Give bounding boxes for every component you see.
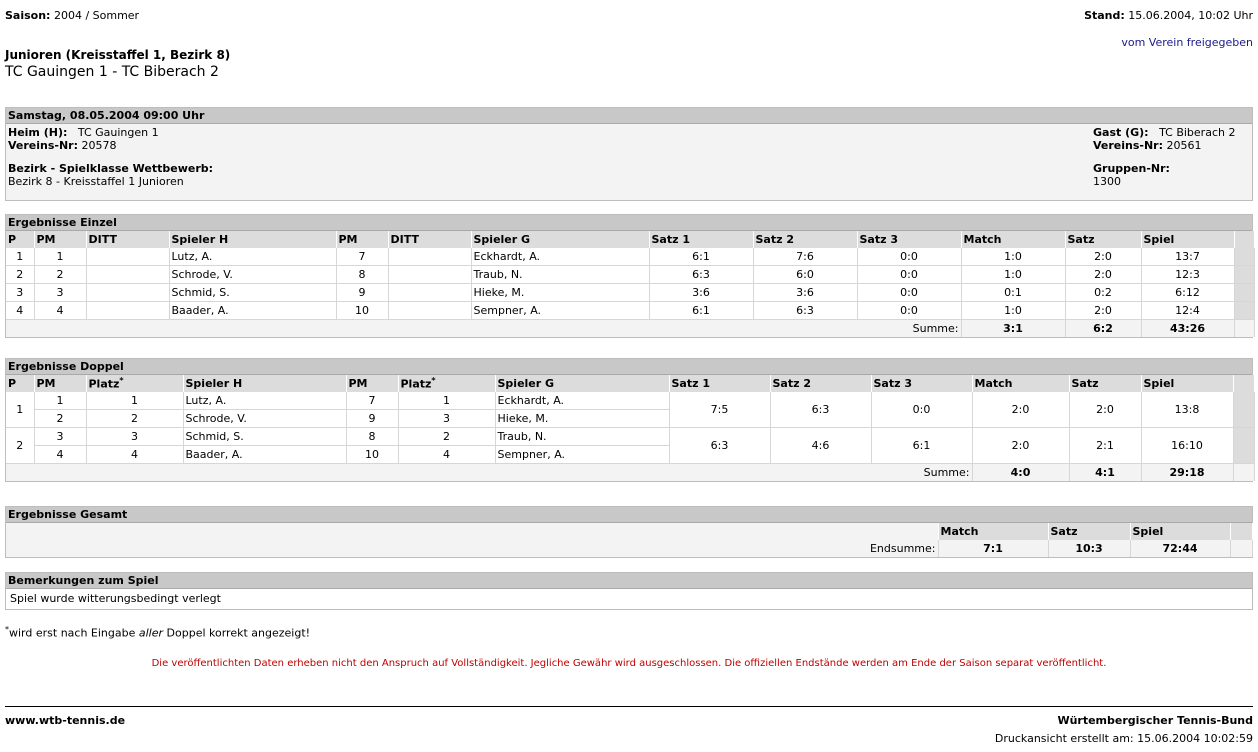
table-cell: Baader, A. [169, 302, 336, 320]
table-cell: 3:6 [753, 284, 857, 302]
col-header [86, 375, 183, 392]
table-cell: Schrode, V. [183, 410, 346, 428]
scroll-spacer [1233, 428, 1254, 464]
match-date: Samstag, 08.05.2004 09:00 Uhr [6, 108, 1252, 124]
table-cell: 0:0 [857, 284, 961, 302]
footnote-post: Doppel korrekt angezeigt! [163, 626, 311, 640]
col-header: Spieler G [471, 231, 649, 248]
table-cell: 3 [6, 284, 34, 302]
table-cell: 1:0 [961, 248, 1065, 266]
table-cell: 1:0 [961, 266, 1065, 284]
col-header: Satz 1 [649, 231, 753, 248]
gruppe-value: 1300 [1093, 175, 1121, 188]
table-cell: 1 [34, 248, 86, 266]
col-header: PM [34, 375, 86, 392]
table-cell [86, 266, 169, 284]
table-cell: 8 [336, 266, 388, 284]
table-cell: 4 [86, 446, 183, 464]
einzel-title: Ergebnisse Einzel [6, 215, 1252, 231]
doppel-box [5, 358, 1253, 482]
bezirk-value: Bezirk 8 - Kreisstaffel 1 Junioren [8, 175, 184, 188]
col-header: DITT [86, 231, 169, 248]
col-header: Match [961, 231, 1065, 248]
site-url: www.wtb-tennis.de [5, 714, 126, 727]
table-cell: 9 [336, 284, 388, 302]
table-cell [86, 284, 169, 302]
table-cell: 6:1 [649, 248, 753, 266]
scroll-spacer [1230, 540, 1252, 557]
table-cell: 2 [34, 410, 86, 428]
table-cell: Traub, N. [495, 428, 669, 446]
bezirk-label: Bezirk - Spielklasse Wettbewerb: [8, 162, 214, 175]
heim-nr-label: Vereins-Nr: [8, 139, 79, 152]
bemerkungen-title: Bemerkungen zum Spiel [6, 573, 1252, 589]
gast-nr-value: 20561 [1166, 139, 1202, 152]
table-cell: Schmid, S. [169, 284, 336, 302]
table-cell: 0:0 [857, 266, 961, 284]
gesamt-box [5, 506, 1253, 558]
pair-spiel: 13:8 [1141, 392, 1233, 428]
scroll-spacer [1230, 523, 1252, 540]
table-cell: 6:0 [753, 266, 857, 284]
col-header: Spiel [1130, 523, 1230, 540]
heim-label: Heim (H): [8, 126, 68, 139]
table-cell: 3 [86, 428, 183, 446]
gast-nr-label: Vereins-Nr: [1093, 139, 1164, 152]
endsumme-label: Endsumme: [6, 540, 938, 557]
table-cell [86, 248, 169, 266]
freigegeben-link[interactable]: vom Verein freigegeben [1121, 36, 1253, 49]
pair-satz: 2:1 [1069, 428, 1141, 464]
table-cell: Eckhardt, A. [495, 392, 669, 410]
footnote-em: aller [138, 626, 164, 640]
pair-match: 2:0 [972, 392, 1069, 428]
table-cell: 9 [346, 410, 398, 428]
druck-label: Druckansicht erstellt am: [994, 732, 1134, 745]
footer-divider [5, 706, 1253, 707]
pair-number: 2 [6, 428, 34, 464]
col-header: Match [938, 523, 1048, 540]
table-row [6, 284, 1254, 302]
col-header: Spieler G [495, 375, 669, 392]
table-cell: Schrode, V. [169, 266, 336, 284]
table-cell: 1:0 [961, 302, 1065, 320]
sum-satz: 6:2 [1065, 320, 1141, 338]
table-cell: 10 [336, 302, 388, 320]
table-cell: 0:1 [961, 284, 1065, 302]
table-cell [388, 302, 471, 320]
table-cell: 2:0 [1065, 302, 1141, 320]
col-header: Satz 2 [753, 231, 857, 248]
table-row [6, 266, 1254, 284]
endsumme-spiel: 72:44 [1130, 540, 1230, 557]
scroll-spacer [1234, 284, 1254, 302]
table-cell: 0:0 [857, 302, 961, 320]
col-header: Satz 3 [857, 231, 961, 248]
einzel-table [6, 231, 1255, 337]
scroll-spacer [1234, 266, 1254, 284]
footnote-star: * [431, 376, 436, 386]
bemerkungen-box [5, 572, 1253, 610]
table-cell: Sempner, A. [495, 446, 669, 464]
col-header: Satz [1065, 231, 1141, 248]
col-header: PM [336, 231, 388, 248]
doppel-sum-row [6, 464, 1254, 482]
sum-match: 3:1 [961, 320, 1065, 338]
table-cell: 4 [34, 302, 86, 320]
col-header: Satz 1 [669, 375, 770, 392]
gesamt-table [6, 523, 1253, 557]
scroll-spacer [1233, 375, 1254, 392]
table-cell: 1 [86, 392, 183, 410]
table-cell: 6:3 [753, 302, 857, 320]
table-cell: 3 [34, 428, 86, 446]
table-cell: 1 [34, 392, 86, 410]
table-cell: 3 [34, 284, 86, 302]
match-info [6, 124, 1252, 200]
col-header: PM [34, 231, 86, 248]
col-header: PM [346, 375, 398, 392]
verband-name: Würtembergischer Tennis-Bund [1057, 714, 1253, 727]
table-cell: 3 [398, 410, 495, 428]
col-header: Satz [1048, 523, 1130, 540]
table-cell: Lutz, A. [169, 248, 336, 266]
empty-header [6, 523, 938, 540]
endsumme-satz: 10:3 [1048, 540, 1130, 557]
col-header: Satz 2 [770, 375, 871, 392]
gast-label: Gast (G): [1093, 126, 1149, 139]
table-cell: 1 [398, 392, 495, 410]
scroll-spacer [1233, 464, 1254, 482]
table-cell: 1 [6, 248, 34, 266]
scroll-spacer [1233, 392, 1254, 428]
table-cell: 12:4 [1141, 302, 1234, 320]
gesamt-sum-row [6, 540, 1252, 557]
guest-info [1093, 126, 1235, 188]
table-cell: Sempner, A. [471, 302, 649, 320]
pair-satz3: 0:0 [871, 392, 972, 428]
sum-label: Summe: [6, 320, 961, 338]
einzel-header-row [6, 231, 1254, 248]
scroll-spacer [1234, 248, 1254, 266]
table-cell [86, 302, 169, 320]
pair-number: 1 [6, 392, 34, 428]
table-cell: 0:2 [1065, 284, 1141, 302]
gesamt-header-row [6, 523, 1252, 540]
scroll-spacer [1234, 302, 1254, 320]
gesamt-title: Ergebnisse Gesamt [6, 507, 1252, 523]
col-header: Satz [1069, 375, 1141, 392]
pair-satz1: 7:5 [669, 392, 770, 428]
col-header: Spiel [1141, 231, 1234, 248]
table-cell: Hieke, M. [495, 410, 669, 428]
table-cell: 4 [398, 446, 495, 464]
einzel-box [5, 214, 1253, 338]
table-cell: 0:0 [857, 248, 961, 266]
footnote-star: * [119, 376, 124, 386]
scroll-spacer [1234, 320, 1254, 338]
table-cell: 13:7 [1141, 248, 1234, 266]
table-cell [388, 284, 471, 302]
table-cell: 2 [398, 428, 495, 446]
col-header: P [6, 231, 34, 248]
table-cell: 4 [6, 302, 34, 320]
table-cell: 6:12 [1141, 284, 1234, 302]
gruppe-label: Gruppen-Nr: [1093, 162, 1170, 175]
doppel-title: Ergebnisse Doppel [6, 359, 1252, 375]
table-cell: Lutz, A. [183, 392, 346, 410]
doppel-header-row [6, 375, 1254, 392]
heim-nr-value: 20578 [81, 139, 117, 152]
table-cell: 2:0 [1065, 248, 1141, 266]
table-cell: 6:3 [649, 266, 753, 284]
table-row [6, 428, 1254, 446]
table-cell: 7 [346, 392, 398, 410]
scroll-spacer [1234, 231, 1254, 248]
druck-value: 15.06.2004 10:02:59 [1137, 732, 1253, 745]
platz-label: Platz [88, 377, 120, 391]
col-header [398, 375, 495, 392]
stand-label: Stand: [1084, 9, 1125, 22]
match-title: TC Gauingen 1 - TC Biberach 2 [5, 64, 219, 80]
pair-satz1: 6:3 [669, 428, 770, 464]
sum-spiel: 29:18 [1141, 464, 1233, 482]
sum-label: Summe: [6, 464, 972, 482]
platz-label: Platz [400, 377, 432, 391]
table-row [6, 392, 1254, 410]
footnote-star: * [5, 625, 9, 634]
sum-satz: 4:1 [1069, 464, 1141, 482]
table-cell: Baader, A. [183, 446, 346, 464]
disclaimer: Die veröffentlichten Daten erheben nicht den Anspruch auf Vollständigkeit. Jegliche Gewähr wird ausgeschlossen. Die offiziellen Endstände werden am Ende der Saison separat veröffentlicht. [151, 658, 1107, 669]
col-header: Spieler H [183, 375, 346, 392]
table-cell: 2 [34, 266, 86, 284]
pair-satz3: 6:1 [871, 428, 972, 464]
einzel-sum-row [6, 320, 1254, 338]
table-cell: 2:0 [1065, 266, 1141, 284]
saison [5, 9, 139, 22]
saison-label: Saison: [5, 9, 51, 22]
saison-value: 2004 / Sommer [53, 9, 140, 22]
table-row [6, 302, 1254, 320]
pair-satz: 2:0 [1069, 392, 1141, 428]
table-cell: 12:3 [1141, 266, 1234, 284]
gast-value: TC Biberach 2 [1159, 126, 1236, 139]
table-cell: Eckhardt, A. [471, 248, 649, 266]
home-info [8, 126, 213, 188]
pair-satz2: 4:6 [770, 428, 871, 464]
footnote-pre: wird erst nach Eingabe [9, 626, 139, 640]
table-cell: Schmid, S. [183, 428, 346, 446]
table-cell: 7:6 [753, 248, 857, 266]
table-cell: Traub, N. [471, 266, 649, 284]
bemerkungen-text: Spiel wurde witterungsbedingt verlegt [10, 592, 221, 605]
table-cell: 3:6 [649, 284, 753, 302]
table-cell: Hieke, M. [471, 284, 649, 302]
col-header: Spieler H [169, 231, 336, 248]
table-cell [388, 248, 471, 266]
league-title: Junioren (Kreisstaffel 1, Bezirk 8) [5, 48, 231, 62]
stand-value: 15.06.2004, 10:02 Uhr [1128, 9, 1253, 22]
table-row [6, 248, 1254, 266]
heim-value: TC Gauingen 1 [77, 126, 159, 139]
table-cell: 6:1 [649, 302, 753, 320]
footnote [5, 625, 310, 640]
table-cell: 8 [346, 428, 398, 446]
col-header: Spiel [1141, 375, 1233, 392]
table-cell [388, 266, 471, 284]
pair-satz2: 6:3 [770, 392, 871, 428]
col-header: DITT [388, 231, 471, 248]
table-cell: 2 [6, 266, 34, 284]
table-cell: 2 [86, 410, 183, 428]
stand [1084, 9, 1253, 22]
druck-info [995, 732, 1253, 745]
table-cell: 7 [336, 248, 388, 266]
col-header: P [6, 375, 34, 392]
sum-spiel: 43:26 [1141, 320, 1234, 338]
pair-match: 2:0 [972, 428, 1069, 464]
table-cell: 10 [346, 446, 398, 464]
col-header: Satz 3 [871, 375, 972, 392]
col-header: Match [972, 375, 1069, 392]
endsumme-match: 7:1 [938, 540, 1048, 557]
table-cell: 4 [34, 446, 86, 464]
doppel-table [6, 375, 1255, 481]
sum-match: 4:0 [972, 464, 1069, 482]
pair-spiel: 16:10 [1141, 428, 1233, 464]
match-info-box [5, 107, 1253, 201]
